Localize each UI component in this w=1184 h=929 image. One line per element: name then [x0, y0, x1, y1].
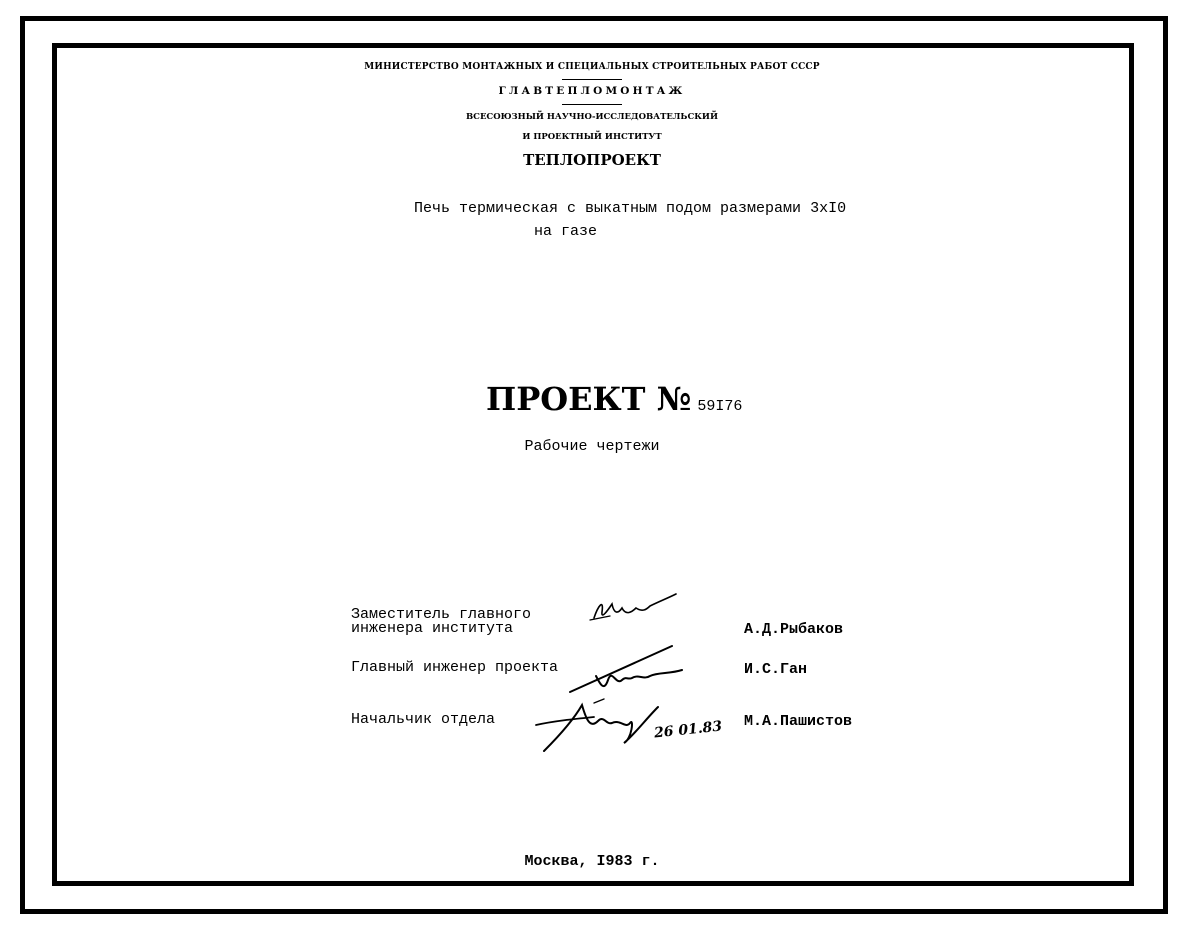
signatory-name-1: А.Д.Рыбаков: [744, 621, 844, 638]
subject-line-2: на газе: [534, 223, 598, 240]
signature-1: [588, 590, 680, 626]
signatory-role-1-line-1: Заместитель главного: [351, 606, 532, 623]
signature-3: [534, 695, 664, 755]
header-rule-top: [562, 79, 622, 80]
project-number: 59I76: [697, 398, 743, 415]
project-label: ПРОЕКТ №: [486, 380, 692, 418]
organization-name: ТЕПЛОПРОЕКТ: [523, 151, 661, 169]
institute-line-2: И ПРОЕКТНЫЙ ИНСТИТУТ: [522, 132, 662, 142]
subject-line-1: Печь термическая с выкатным подом размерами 3хI0: [414, 200, 847, 217]
signatory-role-3: Начальчик отдела: [351, 711, 496, 728]
signatory-role-2: Главный инженер проекта: [351, 659, 559, 676]
signatory-role-1: [351, 608, 531, 636]
inner-frame: [52, 43, 1134, 886]
ministry-name: МИНИСТЕРСТВО МОНТАЖНЫХ И СПЕЦИАЛЬНЫХ СТРОИТЕЛЬНЫХ РАБОТ СССР: [364, 62, 820, 72]
project-stage: Рабочие чертежи: [524, 438, 660, 455]
signatory-name-3: М.А.Пашистов: [744, 713, 853, 730]
project-title: [486, 380, 742, 418]
city-year: Москва, I983 г.: [524, 853, 660, 870]
signatory-name-2: И.С.Ган: [744, 661, 808, 678]
header-rule-bottom: [562, 104, 622, 105]
main-directorate: ГЛАВТЕПЛОМОНТАЖ: [498, 85, 686, 97]
signature-2: [566, 640, 686, 696]
handwritten-date: 26 01.83: [653, 718, 723, 742]
institute-line-1: ВСЕСОЮЗНЫЙ НАУЧНО-ИССЛЕДОВАТЕЛЬСКИЙ: [466, 112, 718, 122]
signatory-role-1-line-2: инженера института: [351, 620, 514, 637]
